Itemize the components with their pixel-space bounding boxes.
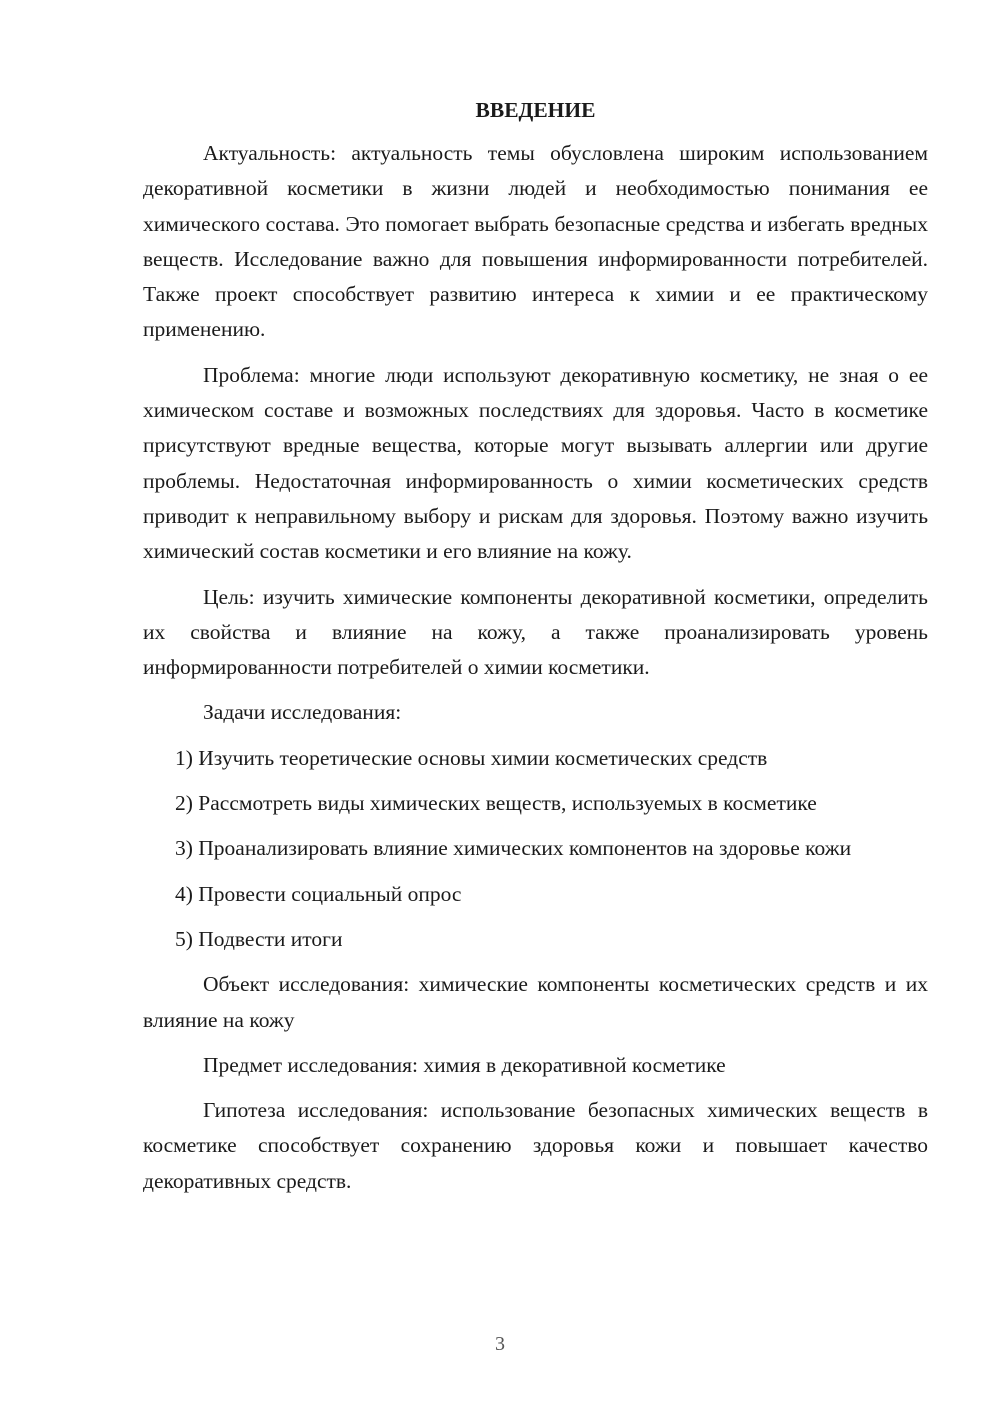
- paragraph-subject: Предмет исследования: химия в декоративной косметике: [203, 1052, 726, 1077]
- paragraph-problem: Проблема: многие люди используют декоративную косметику, не зная о ее химическом составе и возможных последствиях для здоровья. Часто в косметике присутствуют вредные вещества, которые могут вызывать аллергии или другие проблемы. Недостаточная информированность о химии косметических средств приводит к неправильному выбору и рискам для здоровья. Поэтому важно изучить химический состав косметики и его влияние на кожу.: [143, 362, 928, 564]
- task-item-2: 2) Рассмотреть виды химических веществ, используемых в косметике: [175, 791, 817, 816]
- task-item-1: 1) Изучить теоретические основы химии косметических средств: [175, 745, 768, 770]
- task-item-3: 3) Проанализировать влияние химических компонентов на здоровье кожи: [175, 836, 852, 861]
- task-item-4: 4) Провести социальный опрос: [175, 881, 462, 906]
- paragraph-goal: Цель: изучить химические компоненты декоративной косметики, определить их свойства и влияние на кожу, а также проанализировать уровень информированности потребителей о химии косметики.: [143, 584, 928, 680]
- paragraph-relevance: Актуальность: актуальность темы обусловлена широким использованием декоративной косметики в жизни людей и необходимостью понимания ее химического состава. Это помогает выбрать безопасные средства и избегать вредных веществ. Исследование важно для повышения информированности потребителей. Также проект способствует развитию интереса к химии и ее практическому применению.: [143, 141, 928, 342]
- task-item-5: 5) Подвести итоги: [175, 926, 343, 951]
- page-number: 3: [495, 1333, 505, 1355]
- document-page: [143, 92, 928, 1199]
- paragraph-tasks-heading: Задачи исследования:: [203, 700, 402, 725]
- paragraph-hypothesis: Гипотеза исследования: использование безопасных химических веществ в косметике способствует сохранению здоровья кожи и повышает качество декоративных средств.: [143, 1098, 928, 1193]
- section-title: ВВЕДЕНИЕ: [475, 98, 596, 122]
- paragraph-object: Объект исследования: химические компоненты косметических средств и их влияние на кожу: [143, 972, 928, 1032]
